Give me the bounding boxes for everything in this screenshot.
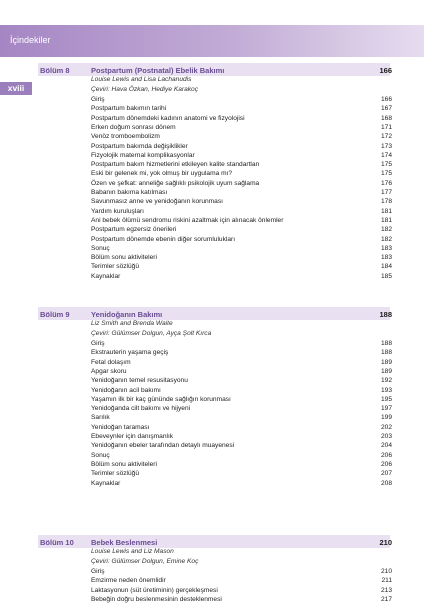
entry-page: 174 bbox=[380, 151, 392, 159]
toc-entry bbox=[91, 396, 392, 405]
toc-entry bbox=[91, 349, 392, 358]
entry-page: 176 bbox=[380, 179, 392, 187]
entry-page: 202 bbox=[380, 423, 392, 431]
entry-page: 178 bbox=[380, 198, 392, 206]
entry-title: Yaşamın ilk bir kaç gününde sağlığın korunması bbox=[91, 395, 231, 403]
chapter-authors: Louise Lewis and Liz Mason bbox=[91, 548, 174, 555]
toc-entry bbox=[91, 263, 392, 272]
entry-page: 183 bbox=[380, 244, 392, 252]
toc-entry bbox=[91, 340, 392, 349]
entry-page: 175 bbox=[380, 161, 392, 169]
toc-entry bbox=[91, 161, 392, 170]
chapter-title: Bebek Beslenmesi bbox=[91, 538, 158, 547]
entry-page: 189 bbox=[380, 358, 392, 366]
entry-page: 173 bbox=[380, 142, 392, 150]
chapter-title: Yenidoğanın Bakımı bbox=[91, 310, 163, 319]
entry-page: 181 bbox=[380, 207, 392, 215]
toc-entry bbox=[91, 596, 392, 605]
entry-page: 172 bbox=[380, 133, 392, 141]
entry-title: Ebeveynler için danışmanlık bbox=[91, 433, 174, 440]
toc-entry bbox=[91, 236, 392, 245]
chapter-label: Bölüm 8 bbox=[40, 66, 70, 75]
entry-title: Postpartum egzersiz önerileri bbox=[91, 226, 177, 234]
chapter-title: Postpartum (Postnatal) Ebelik Bakımı bbox=[91, 66, 225, 75]
entry-title: Ekstrauterin yaşama geçiş bbox=[91, 349, 169, 357]
entry-title: Fetal dolaşım bbox=[91, 358, 131, 366]
toc-entry bbox=[91, 208, 392, 217]
entry-page: 193 bbox=[380, 386, 392, 394]
entry-title: Kaynaklar bbox=[91, 272, 121, 280]
toc-entry bbox=[91, 198, 392, 207]
entry-page: 206 bbox=[380, 451, 392, 459]
entry-title: Yenidoğanın temel resusitasyonu bbox=[91, 377, 188, 385]
entry-page: 177 bbox=[380, 189, 392, 196]
header-band bbox=[0, 25, 424, 57]
entry-title: Laktasyonun (süt üretiminin) gerçekleşmesi bbox=[91, 586, 218, 594]
page-number: xviii bbox=[0, 82, 32, 95]
chapter-page: 188 bbox=[379, 310, 392, 319]
toc-entry bbox=[91, 587, 392, 596]
toc-entry bbox=[91, 442, 392, 451]
entry-page: 204 bbox=[380, 442, 392, 450]
toc-entry bbox=[91, 170, 392, 179]
entry-title: Sonuç bbox=[91, 451, 110, 459]
entry-title: Postpartum bakımın tarihi bbox=[91, 105, 167, 113]
entry-title: Giriş bbox=[91, 568, 105, 575]
chapter-page: 166 bbox=[379, 66, 392, 75]
toc-entry bbox=[91, 226, 392, 235]
entry-title: Özen ve şefkat: anneliğe sağlıklı psikolojik uyum sağlama bbox=[91, 179, 260, 187]
entry-title: Terimler sözlüğü bbox=[91, 263, 140, 271]
toc-entry bbox=[91, 96, 392, 105]
toc-entry bbox=[91, 433, 392, 442]
entry-page: 184 bbox=[380, 263, 392, 271]
entry-title: Giriş bbox=[91, 96, 105, 103]
section-title: İçindekiler bbox=[10, 35, 51, 45]
toc-entry bbox=[91, 124, 392, 133]
entry-title: Ani bebek ölümü sendromu riskini azaltmak için alınacak önlemler bbox=[91, 216, 284, 224]
toc-entry bbox=[91, 414, 392, 423]
entry-page: 167 bbox=[380, 105, 392, 113]
entry-title: Babanın bakıma katılması bbox=[91, 189, 168, 196]
entry-page: 189 bbox=[380, 367, 392, 375]
chapter-authors: Louise Lewis and Lisa Lachanudis bbox=[91, 76, 192, 83]
toc-entry bbox=[91, 387, 392, 396]
entry-page: 192 bbox=[380, 377, 392, 385]
toc-entry bbox=[91, 452, 392, 461]
entry-page: 183 bbox=[380, 254, 392, 262]
entry-title: Yenidoğanın ebeler tarafından detaylı muayenesi bbox=[91, 442, 235, 450]
entry-page: 182 bbox=[380, 226, 392, 234]
entry-page: 195 bbox=[380, 395, 392, 403]
entry-title: Postpartum bakımda değişiklikler bbox=[91, 142, 188, 150]
toc-entry bbox=[91, 568, 392, 577]
entry-title: Yardım kuruluşları bbox=[91, 207, 145, 215]
entry-page: 166 bbox=[380, 96, 392, 103]
entry-page: 171 bbox=[380, 123, 392, 131]
entry-title: Venöz tromboembolizm bbox=[91, 133, 160, 141]
entry-title: Sonuç bbox=[91, 244, 110, 252]
entry-title: Apgar skoru bbox=[91, 367, 127, 375]
entry-page: 188 bbox=[380, 340, 392, 347]
entry-title: Sarılık bbox=[91, 414, 110, 422]
toc-entry bbox=[91, 245, 392, 254]
entry-title: Kaynaklar bbox=[91, 479, 121, 487]
entry-title: Giriş bbox=[91, 340, 105, 347]
entry-page: 197 bbox=[380, 405, 392, 413]
toc-entry bbox=[91, 189, 392, 198]
entry-title: Savunmasız anne ve yenidoğanın korunması bbox=[91, 198, 223, 206]
toc-entry bbox=[91, 217, 392, 226]
toc-entry bbox=[91, 405, 392, 414]
entry-page: 175 bbox=[380, 170, 392, 178]
entry-page: 207 bbox=[380, 470, 392, 478]
entry-title: Bölüm sonu aktiviteleri bbox=[91, 460, 157, 468]
entry-title: Yenidoğan taraması bbox=[91, 423, 150, 431]
entry-title: Postpartum bakım hizmetlerini etkileyen kalite standartları bbox=[91, 161, 260, 169]
entry-title: Terimler sözlüğü bbox=[91, 470, 140, 478]
entry-title: Emzirme neden önemlidir bbox=[91, 577, 166, 585]
entry-page: 168 bbox=[380, 114, 392, 122]
chapter-translators: Çeviri: Gülümser Dolgun, Ayça Şolt Kırca bbox=[91, 329, 212, 337]
entry-page: 188 bbox=[380, 349, 392, 357]
toc-entry bbox=[91, 273, 392, 282]
entry-title: Yenidoğanda cilt bakımı ve hijyeni bbox=[91, 405, 191, 413]
entry-title: Bölüm sonu aktiviteleri bbox=[91, 254, 157, 262]
toc-entry bbox=[91, 368, 392, 377]
entry-page: 203 bbox=[380, 433, 392, 440]
entry-page: 199 bbox=[380, 414, 392, 422]
entry-title: Bebeğin doğru beslenmesinin desteklenmesi bbox=[91, 595, 222, 603]
toc-entry bbox=[91, 461, 392, 470]
toc-entry bbox=[91, 105, 392, 114]
entry-title: Postpartum dönemde ebenin diğer sorumlulukları bbox=[91, 235, 236, 243]
toc-entry bbox=[91, 143, 392, 152]
entry-title: Eski bir gelenek mi, yok olmuş bir uygulama mı? bbox=[91, 170, 233, 178]
toc-entry bbox=[91, 115, 392, 124]
entry-page: 213 bbox=[380, 586, 392, 594]
chapter-label: Bölüm 10 bbox=[40, 538, 74, 547]
entry-page: 182 bbox=[380, 235, 392, 243]
toc-entry bbox=[91, 180, 392, 189]
chapter-translators: Çeviri: Hava Özkan, Hediye Karakoç bbox=[91, 85, 199, 93]
toc-entry bbox=[91, 424, 392, 433]
entry-page: 210 bbox=[380, 568, 392, 575]
entry-page: 181 bbox=[380, 216, 392, 224]
toc-entry bbox=[91, 133, 392, 142]
toc-entry bbox=[91, 577, 392, 586]
toc-entry bbox=[91, 480, 392, 489]
toc-entry bbox=[91, 470, 392, 479]
entry-page: 208 bbox=[380, 479, 392, 487]
toc-entry bbox=[91, 152, 392, 161]
chapter-translators: Çeviri: Gülümser Dolgun, Emine Koç bbox=[91, 557, 199, 565]
chapter-page: 210 bbox=[379, 538, 392, 547]
toc-entry bbox=[91, 377, 392, 386]
entry-title: Erken doğum sonrası dönem bbox=[91, 123, 176, 131]
toc-entry bbox=[91, 254, 392, 263]
toc-entry bbox=[91, 359, 392, 368]
entry-title: Yenidoğanın acil bakımı bbox=[91, 386, 161, 394]
entry-page: 206 bbox=[380, 460, 392, 468]
entry-page: 185 bbox=[380, 272, 392, 280]
entry-page: 217 bbox=[380, 595, 392, 603]
entry-title: Postpartum dönemdeki kadının anatomi ve fizyolojisi bbox=[91, 114, 245, 122]
entry-title: Fizyolojik maternal komplikasyonlar bbox=[91, 151, 195, 159]
chapter-authors: Liz Smith and Brenda Waite bbox=[91, 320, 173, 327]
entry-page: 211 bbox=[381, 577, 392, 585]
chapter-label: Bölüm 9 bbox=[40, 310, 70, 319]
